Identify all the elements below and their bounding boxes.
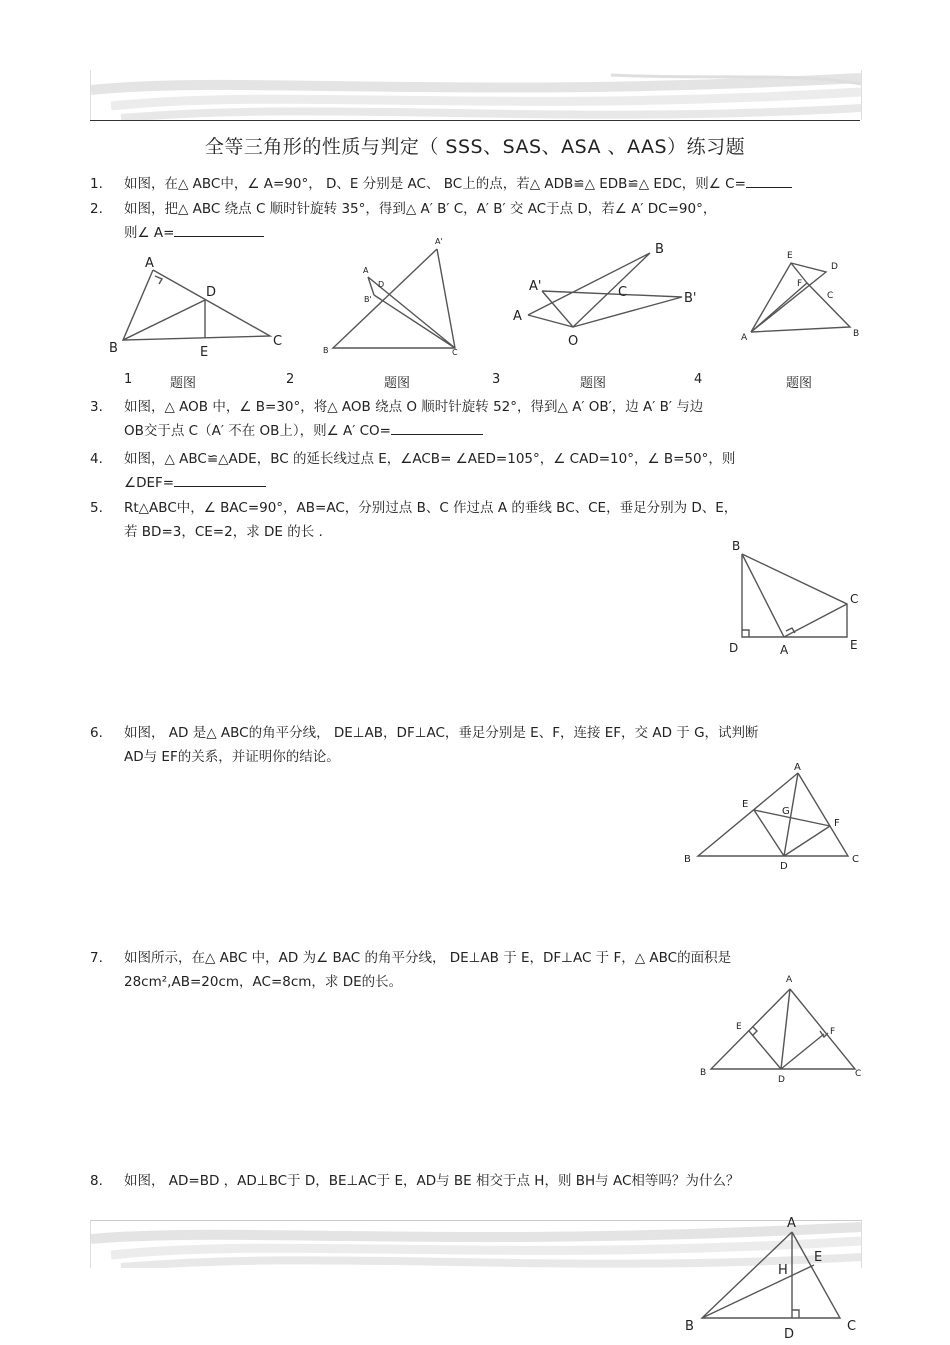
label-O: O (568, 334, 579, 349)
label-D: D (831, 262, 838, 272)
answer-blank[interactable] (391, 420, 483, 435)
figure-5 (720, 535, 870, 660)
triangle-a1ob1 (542, 291, 682, 327)
label-B: B (684, 854, 691, 865)
figure-8 (680, 1210, 865, 1340)
label-D: D (780, 861, 788, 872)
label-B: B (685, 1319, 694, 1334)
label-C: C (618, 285, 628, 300)
caption-4-label: 题图 (786, 376, 813, 391)
figure-6 (680, 758, 865, 873)
label-A: A (780, 643, 789, 657)
right-angle-mark-d (792, 1310, 799, 1318)
label-C: C (855, 1069, 862, 1079)
question-text: 如图， AD=BD ，AD⊥BC于 D，BE⊥AC于 E，AD与 BE 相交于点 H，则 BH与 AC相等吗？为什么？ (124, 1173, 740, 1189)
label-F: F (834, 818, 840, 829)
segment-ab (742, 554, 784, 637)
label-D: D (778, 1075, 785, 1085)
trapezoid-bdec (742, 554, 847, 637)
triangle-abc (702, 1232, 840, 1318)
label-F: F (797, 279, 803, 289)
label-E: E (742, 799, 749, 810)
question-number: 8. (90, 1173, 103, 1189)
figure-2 (320, 235, 470, 360)
question-number: 2. (90, 201, 103, 217)
segment-ad (781, 989, 790, 1069)
label-B: B (700, 1068, 707, 1078)
right-angle-mark (155, 276, 162, 284)
question-number: 5. (90, 500, 103, 516)
question-text: 如图，把△ ABC 绕点 C 顺时针旋转 35°，得到△ A′ B′ C，A′ B′ 交 AC于点 D，若∠ A′ DC=90°， (124, 201, 717, 217)
label-E: E (814, 1250, 823, 1265)
question-text: 如图，△ ABC≌△ADE，BC 的延长线过点 E，∠ACB= ∠AED=105°，∠ CAD=10°，∠ B=50°，则 (124, 451, 736, 467)
label-A: A (741, 333, 748, 343)
label-C: C (850, 592, 859, 606)
header-banner (90, 70, 862, 120)
caption-2-label: 题图 (384, 376, 411, 391)
label-A: A (786, 975, 793, 985)
label-D: D (378, 280, 385, 289)
label-E: E (200, 345, 209, 360)
segment-ac (784, 604, 847, 637)
label-C: C (852, 854, 859, 865)
triangle-aob (528, 253, 650, 327)
label-E: E (850, 638, 858, 652)
segment-de (754, 810, 784, 856)
header-rule (90, 120, 860, 121)
question-text: 如图，在△ ABC中，∠ A=90°， D、E 分别是 AC、 BC上的点，若△ ADB≌△ EDB≌△ EDC，则∠ C= (124, 176, 746, 192)
answer-blank[interactable] (174, 472, 266, 487)
label-A: A (145, 256, 154, 271)
label-A1: A' (435, 237, 443, 246)
question-text: 则∠ A= (124, 225, 175, 241)
label-B1: B' (364, 295, 372, 304)
label-A: A (363, 266, 369, 275)
label-C: C (273, 334, 283, 349)
caption-1-label: 题图 (170, 376, 197, 391)
figure-1 (105, 248, 295, 363)
label-G: G (782, 806, 790, 817)
question-text: AD与 EF的关系，并证明你的结论。 (124, 749, 340, 765)
segment-df (781, 1034, 824, 1069)
label-C: C (847, 1319, 857, 1334)
label-A: A (794, 762, 801, 773)
question-text: 如图， AD 是△ ABC的角平分线， DE⊥AB，DF⊥AC，垂足分别是 E、F，连接 EF，交 AD 于 G，试判断 (124, 725, 759, 741)
label-B: B (109, 341, 118, 356)
label-A1: A' (529, 279, 542, 294)
header-wave-decoration (91, 70, 861, 120)
label-C: C (452, 348, 458, 357)
caption-2-num: 2 (286, 372, 295, 387)
caption-3-label: 题图 (580, 376, 607, 391)
label-D: D (729, 641, 739, 655)
question-text: ∠DEF= (124, 475, 175, 491)
question-number: 6. (90, 725, 103, 741)
page-title: 全等三角形的性质与判定（ SSS、SAS、ASA 、AAS）练习题 (204, 136, 746, 158)
caption-1-num: 1 (124, 372, 133, 387)
right-angle-mark-e (753, 1027, 757, 1035)
segment-bd (123, 300, 205, 340)
question-text: 28cm²,AB=20cm，AC=8cm，求 DE的长。 (124, 974, 403, 990)
label-F: F (830, 1027, 836, 1037)
label-E: E (787, 251, 793, 261)
label-D: D (784, 1327, 795, 1340)
figure-7 (695, 970, 865, 1085)
label-B: B (853, 329, 860, 339)
label-B: B (655, 242, 664, 257)
label-B: B (323, 346, 329, 355)
answer-blank[interactable] (174, 222, 264, 237)
caption-4-num: 4 (694, 372, 703, 387)
question-number: 1. (90, 176, 103, 192)
label-E: E (736, 1022, 742, 1032)
question-number: 4. (90, 451, 103, 467)
segment-de (749, 1031, 781, 1069)
question-text: Rt△ABC中，∠ BAC=90°，AB=AC，分别过点 B、C 作过点 A 的垂线 BC、CE，垂足分别为 D、E， (124, 500, 738, 516)
question-text: 若 BD=3，CE=2，求 DE 的长 . (124, 524, 323, 540)
caption-3-num: 3 (492, 372, 501, 387)
question-number: 7. (90, 950, 103, 966)
label-A: A (513, 309, 522, 324)
question-text: 如图所示，在△ ABC 中，AD 为∠ BAC 的角平分线， DE⊥AB 于 E，DF⊥AC 于 F，△ ABC的面积是 (124, 950, 732, 966)
segment-bc (374, 295, 455, 348)
question-text: OB交于点 C（A′ 不在 OB上），则∠ A′ CO= (124, 423, 391, 439)
figure-4 (735, 245, 865, 345)
right-angle-mark-d (742, 630, 749, 637)
label-H: H (778, 1263, 788, 1278)
label-A: A (787, 1216, 796, 1231)
label-B: B (732, 539, 741, 553)
figure-3 (505, 238, 705, 353)
label-B1: B' (684, 291, 697, 306)
label-C: C (827, 291, 834, 301)
label-D: D (206, 285, 217, 300)
segment-df (784, 826, 830, 856)
answer-blank[interactable] (746, 173, 792, 188)
question-number: 3. (90, 399, 103, 415)
question-text: 如图，△ AOB 中，∠ B=30°，将△ AOB 绕点 O 顺时针旋转 52°，得到△ A′ OB′，边 A′ B′ 与边 (124, 399, 704, 415)
